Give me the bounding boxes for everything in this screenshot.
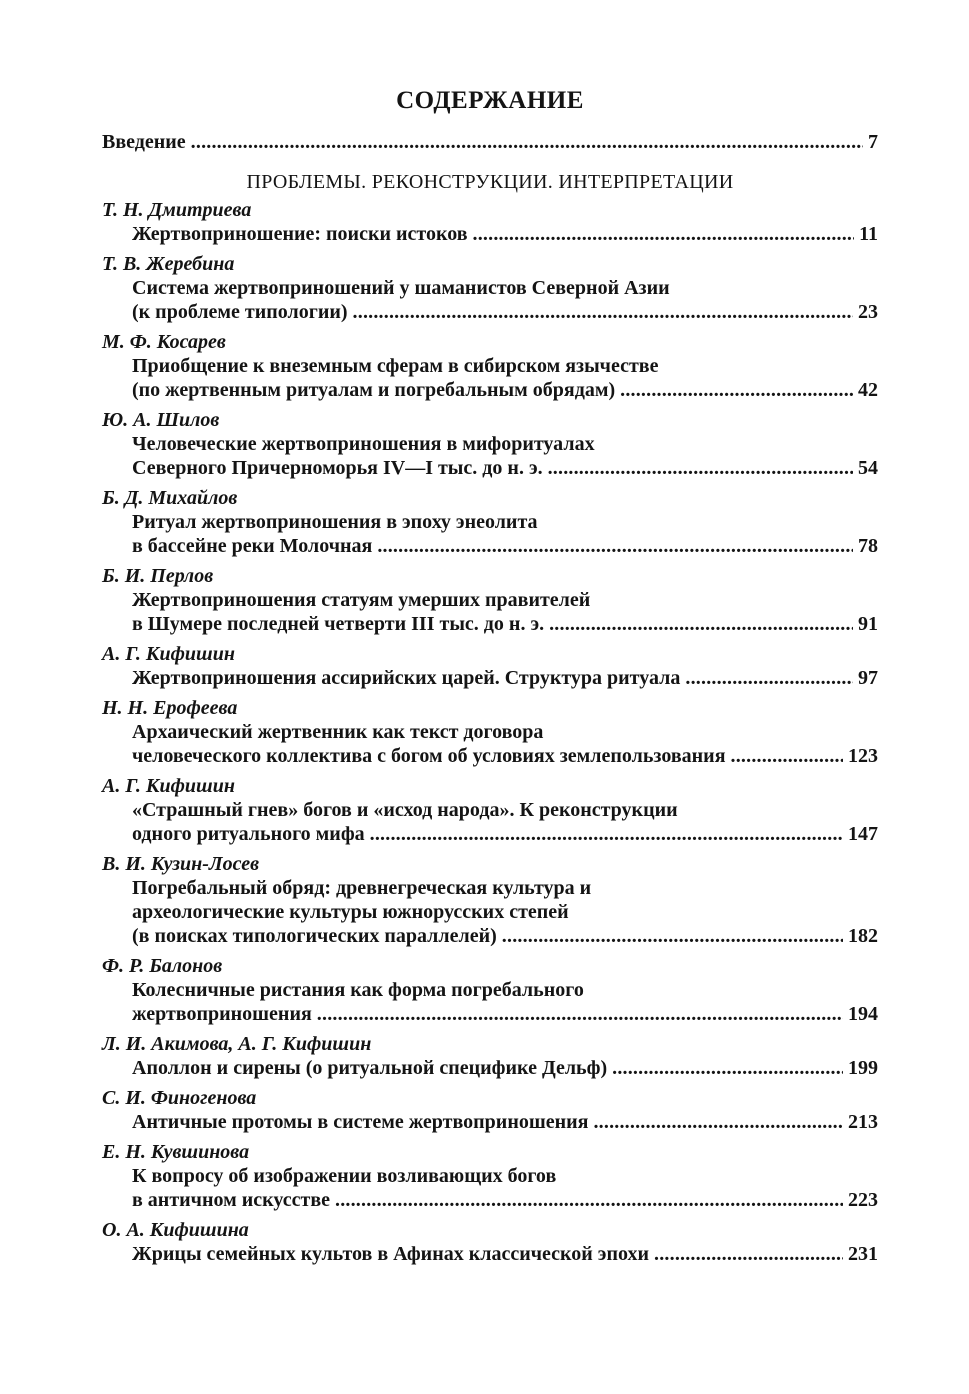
entry-author: В. И. Кузин-Лосев [102, 853, 260, 875]
entry-title-text: Жертвоприношение: поиски истоков [132, 223, 468, 245]
toc-entries [102, 198, 878, 1266]
entry-title-block [102, 432, 878, 480]
entry-title-line: Архаический жертвенник как текст договора [132, 721, 544, 743]
dot-leader [620, 378, 853, 402]
entry-title-line: археологические культуры южнорусских степей [132, 901, 569, 923]
toc-entry [102, 1086, 878, 1134]
entry-title-block [102, 876, 878, 948]
entry-title-block [102, 1110, 878, 1134]
entry-title-block [102, 222, 878, 246]
dot-leader [548, 456, 853, 480]
entry-author: С. И. Финогенова [102, 1087, 257, 1109]
entry-page-number: 54 [858, 457, 878, 479]
entry-title-block [102, 588, 878, 636]
entry-title-block [102, 276, 878, 324]
entry-author: О. А. Кифишина [102, 1219, 249, 1241]
entry-title-text: человеческого коллектива с богом об условиях землепользования [132, 745, 726, 767]
toc-page [102, 84, 878, 1272]
entry-title-line: Погребальный обряд: древнегреческая культура и [132, 877, 592, 899]
entry-title-text: в античном искусстве [132, 1189, 330, 1211]
dot-leader [370, 822, 843, 846]
entry-title-block [102, 510, 878, 558]
toc-entry [102, 330, 878, 402]
dot-leader [353, 300, 853, 324]
entry-title-text: одного ритуального мифа [132, 823, 365, 845]
entry-author: Н. Н. Ерофеева [102, 697, 238, 719]
entry-title-text: (к проблеме типологии) [132, 301, 348, 323]
toc-entry [102, 696, 878, 768]
entry-title-block [102, 666, 878, 690]
toc-entry [102, 1218, 878, 1266]
toc-entry [102, 954, 878, 1026]
entry-last-line [132, 1110, 878, 1134]
intro-label: Введение [102, 131, 186, 153]
entry-page-number: 123 [848, 745, 878, 767]
toc-entry [102, 1032, 878, 1080]
entry-title-text: Аполлон и сирены (о ритуальной специфике Дельф) [132, 1057, 608, 1079]
entry-author: М. Ф. Косарев [102, 331, 226, 353]
entry-title-line: «Страшный гнев» богов и «исход народа». К реконструкции [132, 799, 678, 821]
entry-last-line [132, 300, 878, 324]
toc-entry [102, 642, 878, 690]
entry-last-line [132, 534, 878, 558]
dot-leader [593, 1110, 843, 1134]
dot-leader [377, 534, 853, 558]
toc-intro-row [102, 130, 878, 154]
entry-title-block [102, 354, 878, 402]
entry-page-number: 182 [848, 925, 878, 947]
dot-leader [473, 222, 855, 246]
entry-page-number: 42 [858, 379, 878, 401]
entry-title-text: (по жертвенным ритуалам и погребальным обрядам) [132, 379, 616, 401]
dot-leader [654, 1242, 843, 1266]
entry-page-number: 223 [848, 1189, 878, 1211]
entry-last-line [132, 822, 878, 846]
entry-last-line [132, 1242, 878, 1266]
toc-entry [102, 252, 878, 324]
entry-title-line: К вопросу об изображении возливающих богов [132, 1165, 557, 1187]
entry-title-line: Жертвоприношения статуям умерших правителей [132, 589, 591, 611]
entry-last-line [132, 222, 878, 246]
entry-title-line: Ритуал жертвоприношения в эпоху энеолита [132, 511, 538, 533]
dot-leader [685, 666, 853, 690]
toc-entry [102, 774, 878, 846]
toc-entry [102, 198, 878, 246]
entry-last-line [132, 612, 878, 636]
dot-leader [549, 612, 853, 636]
entry-page-number: 23 [858, 301, 878, 323]
entry-last-line [132, 1056, 878, 1080]
entry-title-block [102, 1164, 878, 1212]
entry-title-block [102, 720, 878, 768]
entry-page-number: 231 [848, 1243, 878, 1265]
entry-author: А. Г. Кифишин [102, 775, 235, 797]
entry-page-number: 78 [858, 535, 878, 557]
entry-last-line [132, 1002, 878, 1026]
toc-entry [102, 852, 878, 948]
entry-page-number: 194 [848, 1003, 878, 1025]
entry-title-block [102, 1242, 878, 1266]
toc-entry [102, 408, 878, 480]
section-heading: ПРОБЛЕМЫ. РЕКОНСТРУКЦИИ. ИНТЕРПРЕТАЦИИ [246, 171, 734, 193]
entry-title-text: Жертвоприношения ассирийских царей. Структура ритуала [132, 667, 681, 689]
entry-title-block [102, 798, 878, 846]
entry-title-block [102, 978, 878, 1026]
dot-leader [191, 130, 863, 154]
dot-leader [502, 924, 843, 948]
entry-page-number: 97 [858, 667, 878, 689]
entry-author: Т. Н. Дмитриева [102, 199, 252, 221]
entry-title-line: Колесничные ристания как форма погребального [132, 979, 584, 1001]
toc-entry [102, 1140, 878, 1212]
toc-entry [102, 486, 878, 558]
entry-title-block [102, 1056, 878, 1080]
entry-page-number: 11 [859, 223, 878, 245]
entry-author: Б. Д. Михайлов [102, 487, 238, 509]
entry-last-line [132, 744, 878, 768]
entry-title-line: Человеческие жертвоприношения в мифоритуалах [132, 433, 595, 455]
entry-page-number: 213 [848, 1111, 878, 1133]
dot-leader [612, 1056, 843, 1080]
entry-author: Ф. Р. Балонов [102, 955, 223, 977]
entry-author: Е. Н. Кувшинова [102, 1141, 250, 1163]
entry-author: Т. В. Жеребина [102, 253, 235, 275]
entry-title-text: Северного Причерноморья IV—I тыс. до н. э. [132, 457, 543, 479]
entry-title-text: жертвоприношения [132, 1003, 312, 1025]
entry-title-line: Система жертвоприношений у шаманистов Северной Азии [132, 277, 670, 299]
entry-title-text: Жрицы семейных культов в Афинах классической эпохи [132, 1243, 650, 1265]
toc-entry [102, 564, 878, 636]
entry-title-text: Античные протомы в системе жертвоприношения [132, 1111, 589, 1133]
entry-page-number: 199 [848, 1057, 878, 1079]
page-title: СОДЕРЖАНИЕ [396, 87, 584, 114]
entry-author: А. Г. Кифишин [102, 643, 235, 665]
entry-title-text: в бассейне реки Молочная [132, 535, 373, 557]
entry-author: Б. И. Перлов [102, 565, 214, 587]
intro-page-number: 7 [868, 131, 878, 153]
entry-page-number: 91 [858, 613, 878, 635]
entry-last-line [132, 456, 878, 480]
entry-author: Ю. А. Шилов [102, 409, 220, 431]
entry-last-line [132, 924, 878, 948]
entry-last-line [132, 666, 878, 690]
entry-title-text: в Шумере последней четверти III тыс. до н. э. [132, 613, 545, 635]
entry-last-line [132, 1188, 878, 1212]
entry-title-line: Приобщение к внеземным сферам в сибирском язычестве [132, 355, 659, 377]
dot-leader [731, 744, 843, 768]
entry-author: Л. И. Акимова, А. Г. Кифишин [102, 1033, 372, 1055]
dot-leader [317, 1002, 843, 1026]
entry-last-line [132, 378, 878, 402]
entry-page-number: 147 [848, 823, 878, 845]
dot-leader [335, 1188, 843, 1212]
entry-title-text: (в поисках типологических параллелей) [132, 925, 497, 947]
